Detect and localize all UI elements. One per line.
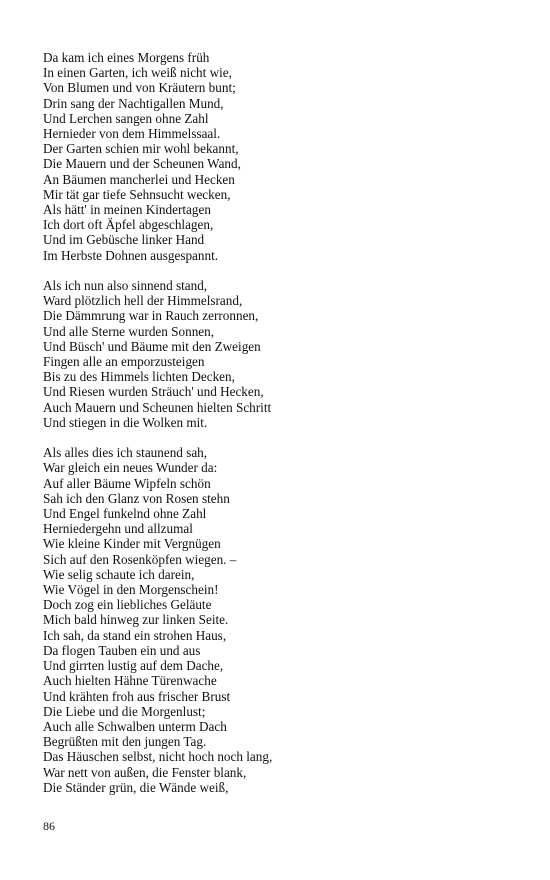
poem-line: Drin sang der Nachtigallen Mund, bbox=[43, 95, 224, 111]
poem-line: Begrüßten mit den jungen Tag. bbox=[43, 734, 207, 750]
poem-line: Der Garten schien mir wohl bekannt, bbox=[43, 141, 239, 157]
poem-line: Bis zu des Himmels lichten Decken, bbox=[43, 369, 235, 385]
poem-line: Und alle Sterne wurden Sonnen, bbox=[43, 323, 215, 339]
poem-stanza bbox=[43, 278, 523, 430]
poem-line: Wie selig schaute ich darein, bbox=[43, 566, 195, 582]
poem-line: Von Blumen und von Kräutern bunt; bbox=[43, 80, 236, 96]
poem-line: Sich auf den Rosenköpfen wiegen. – bbox=[43, 551, 237, 567]
poem-line: Als hätt' in meinen Kindertagen bbox=[43, 202, 211, 218]
poem-stanza bbox=[43, 50, 523, 263]
poem-line: Im Herbste Dohnen ausgespannt. bbox=[43, 247, 219, 263]
page-number: 86 bbox=[43, 819, 55, 833]
poem-line: An Bäumen mancherlei und Hecken bbox=[43, 171, 235, 187]
poem-line: Ich dort oft Äpfel abgeschlagen, bbox=[43, 217, 214, 233]
poem-line: Fingen alle an emporzusteigen bbox=[43, 354, 205, 370]
poem-line: Die Ständer grün, die Wände weiß, bbox=[43, 779, 229, 795]
poem-line: Mich bald hinweg zur linken Seite. bbox=[43, 612, 229, 628]
poem-line: Auf aller Bäume Wipfeln schön bbox=[43, 475, 211, 491]
poem-line: Auch hielten Hähne Türenwache bbox=[43, 673, 217, 689]
poem-line: Mir tät gar tiefe Sehnsucht wecken, bbox=[43, 186, 231, 202]
poem-stanza bbox=[43, 445, 523, 795]
poem-line: War nett von außen, die Fenster blank, bbox=[43, 764, 247, 780]
poem-line: Das Häuschen selbst, nicht hoch noch lang, bbox=[43, 749, 273, 765]
poem-line: Wie kleine Kinder mit Vergnügen bbox=[43, 536, 221, 552]
poem-line: Und im Gebüsche linker Hand bbox=[43, 232, 205, 248]
poem-line: Und stiegen in die Wolken mit. bbox=[43, 414, 208, 430]
poem-line: Und Riesen wurden Sträuch' und Hecken, bbox=[43, 384, 264, 400]
poem-line: In einen Garten, ich weiß nicht wie, bbox=[43, 65, 232, 81]
poem-line: Und krähten froh aus frischer Brust bbox=[43, 688, 231, 704]
poem-line: War gleich ein neues Wunder da: bbox=[43, 460, 218, 476]
poem-line: Da flogen Tauben ein und aus bbox=[43, 642, 201, 658]
poem-line: Auch alle Schwalben unterm Dach bbox=[43, 718, 227, 734]
poem-line: Als ich nun also sinnend stand, bbox=[43, 278, 208, 294]
poem-line: Sah ich den Glanz von Rosen stehn bbox=[43, 490, 230, 506]
poem-line: Die Mauern und der Scheunen Wand, bbox=[43, 156, 241, 172]
poem-line: Als alles dies ich staunend sah, bbox=[43, 445, 208, 461]
poem-line: Auch Mauern und Scheunen hielten Schritt bbox=[43, 399, 272, 415]
poem-line: Und Büsch' und Bäume mit den Zweigen bbox=[43, 338, 261, 354]
poem-line: Und Lerchen sangen ohne Zahl bbox=[43, 110, 209, 126]
poem-line: Und girrten lustig auf dem Dache, bbox=[43, 658, 224, 674]
poem-line: Die Dämmrung war in Rauch zerronnen, bbox=[43, 308, 259, 324]
poem-line: Die Liebe und die Morgenlust; bbox=[43, 703, 206, 719]
poem-line: Ich sah, da stand ein strohen Haus, bbox=[43, 627, 227, 643]
poem-line: Da kam ich eines Morgens früh bbox=[43, 50, 210, 65]
poem-line: Und Engel funkelnd ohne Zahl bbox=[43, 506, 207, 522]
poem-line: Wie Vögel in den Morgenschein! bbox=[43, 582, 219, 598]
poem-line: Herniedergehn und allzumal bbox=[43, 521, 193, 537]
poem-line: Ward plötzlich hell der Himmelsrand, bbox=[43, 293, 243, 309]
poem-line: Doch zog ein liebliches Geläute bbox=[43, 597, 212, 613]
poem-line: Hernieder von dem Himmelssaal. bbox=[43, 126, 221, 142]
poem-text bbox=[43, 50, 523, 795]
